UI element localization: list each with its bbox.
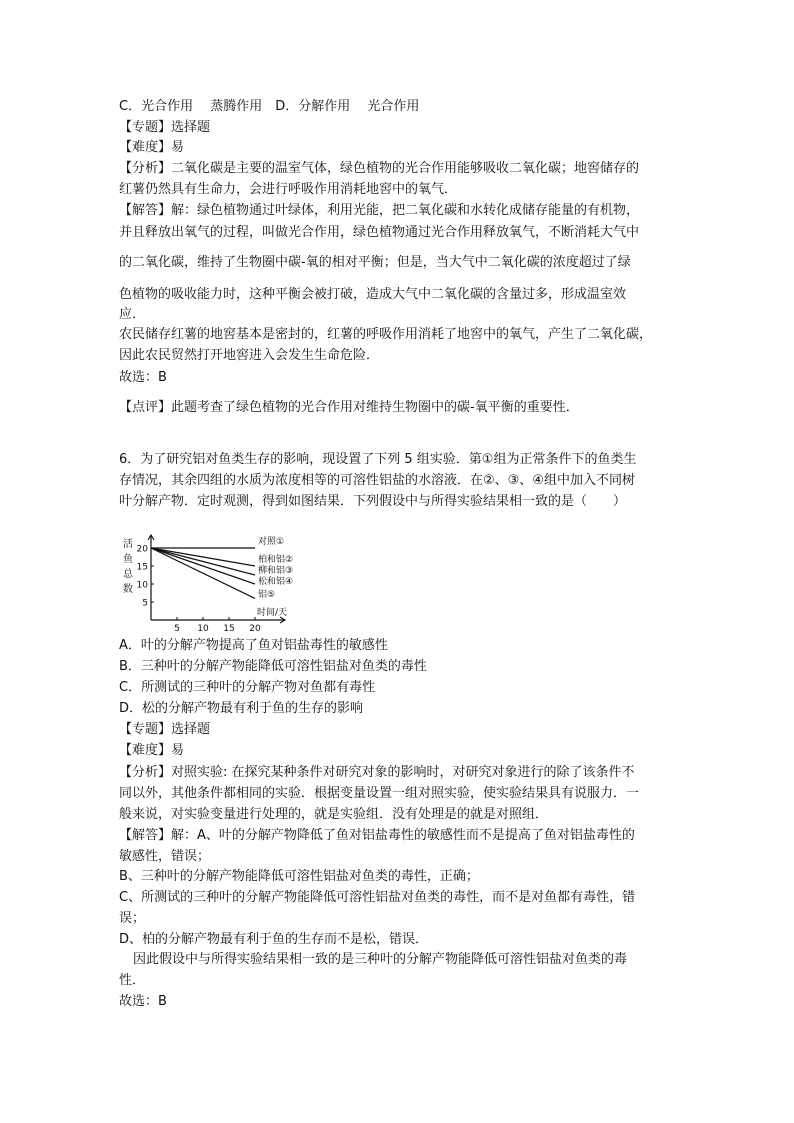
q6-difficulty: 【难度】易 [119,743,185,758]
series-line [151,548,255,575]
series-label: 铝⑤ [258,590,276,600]
q6-answer-line-2: 敏感性，错误； [119,849,211,864]
y-tick-label: 15 [136,562,148,573]
y-axis-label-text [123,538,134,595]
q5-answer-line-4: 色植物的吸收能力时，这种平衡会被打破，造成大气中二氧化碳的含量过多，形成温室效 [119,287,627,302]
q5-answer-line-7: 因此农民贸然打开地窖进入会发生生命危险． [119,348,380,363]
q5-difficulty: 【难度】易 [119,140,185,155]
y-axis-label-char: 活 [123,539,133,550]
fish-survival-chart [119,527,319,632]
y-tick-label: 20 [136,544,148,555]
q6-analysis-line-2: 同以外，其他条件都相同的实验．根据变量设置一组对照实验，使实验结果具有说服力．一 [119,786,640,801]
q6-answer-line-7: 因此假设中与所得实验结果相一致的是三种叶的分解产物能降低可溶性铝盐对鱼类的毒 [133,952,628,967]
q5-answer-line-6: 农民储存红薯的地窖基本是密封的，红薯的呼吸作用消耗了地窖中的氧气，产生了二氧化碳， [119,327,653,342]
q6-choice: 故选：B [119,994,167,1009]
q5-topic: 【专题】选择题 [119,120,211,135]
q6-stem-line-2: 存情况，其余四组的水质为浓度相等的可溶性铝盐的水溶液．在②、③、④组中加入不同树 [119,473,635,488]
q6-answer-line-8: 性． [119,973,146,988]
q5-analysis-line-1: 【分析】二氧化碳是主要的温室气体，绿色植物的光合作用能够吸收二氧化碳；地窖储存的 [119,161,640,176]
series-line [151,548,255,584]
y-axis-label-char: 鱼 [123,554,133,565]
x-axis-label: 时间/天 [257,608,288,618]
q5-comment: 【点评】此题考查了绿色植物的光合作用对维持生物圈中的碳-氧平衡的重要性． [119,400,579,415]
chart-series [151,548,255,598]
x-tick-label: 15 [223,624,235,632]
series-label: 松和铝④ [258,577,294,587]
q6-answer-line-4: C、所测试的三种叶的分解产物能降低可溶性铝盐对鱼类的毒性，而不是对鱼都有毒性，错 [119,890,636,905]
q6-answer-line-1: 【解答】解：A、叶的分解产物降低了鱼对铝盐毒性的敏感性而不是提高了鱼对铝盐毒性的 [119,828,635,843]
q6-answer-line-5: 误； [119,911,146,926]
series-label: 对照① [258,537,285,547]
q5-choice: 故选：B [119,370,167,385]
q5-answer-line-2: 并且释放出氧气的过程，叫做光合作用，绿色植物通过光合作用释放氧气，不断消耗大气中 [119,225,640,240]
y-axis-label-char: 总 [123,569,133,580]
y-axis-label [123,538,134,595]
q6-stem-line-1: 6．为了研究铝对鱼类生存的影响，现设置了下列 5 组实验．第①组为正常条件下的鱼类生 [119,452,637,467]
q5-analysis-line-2: 红薯仍然具有生命力，会进行呼吸作用消耗地窖中的氧气． [119,182,458,197]
series-line [151,548,255,598]
q6-topic: 【专题】选择题 [119,722,211,737]
q5-answer-line-3: 的二氧化碳，维持了生物圈中碳-氧的相对平衡；但是，当大气中二氧化碳的浓度超过了绿 [119,255,631,270]
x-tick-label: 10 [197,624,209,632]
y-tick-label: 5 [142,598,148,609]
series-line [151,548,255,566]
q6-answer-line-6: D、柏的分解产物最有利于鱼的生存而不是松，错误． [119,932,429,947]
q6-option-b: B．三种叶的分解产物能降低可溶性铝盐对鱼类的毒性 [119,659,427,674]
y-axis-label-char: 数 [123,584,133,595]
q6-analysis-line-3: 般来说，对实验变量进行处理的，就是实验组．没有处理是的就是对照组． [119,807,549,822]
x-tick-label: 20 [249,624,261,632]
q6-answer-line-3: B、三种叶的分解产物能降低可溶性铝盐对鱼类的毒性，正确； [119,869,479,884]
chart-series-labels [258,535,293,600]
series-label: 柏和铝② [258,555,294,565]
series-label: 柳和铝③ [258,566,294,576]
q6-stem-line-3: 叶分解产物．定时观测，得到如图结果．下列假设中与所得实验结果相一致的是（ ） [119,494,627,509]
q5-answer-line-1: 【解答】解：绿色植物通过叶绿体，利用光能，把二氧化碳和水转化成储存能量的有机物， [119,203,640,218]
x-tick-label: 5 [174,624,180,632]
y-tick-label: 10 [136,580,148,591]
q6-option-d: D．松的分解产物最有利于鱼的生存的影响 [119,701,364,716]
q6-analysis-line-1: 【分析】对照实验: 在探究某种条件对研究对象的影响时，对研究对象进行的除了该条件不 [119,765,635,780]
q6-option-c: C．所测试的三种叶的分解产物对鱼都有毒性 [119,680,376,695]
q6-option-a: A．叶的分解产物提高了鱼对铝盐毒性的敏感性 [119,638,388,653]
q5-answer-line-5: 应． [119,307,146,322]
q5-options-cd: C．光合作用 蒸腾作用 D．分解作用 光合作用 [119,99,420,114]
